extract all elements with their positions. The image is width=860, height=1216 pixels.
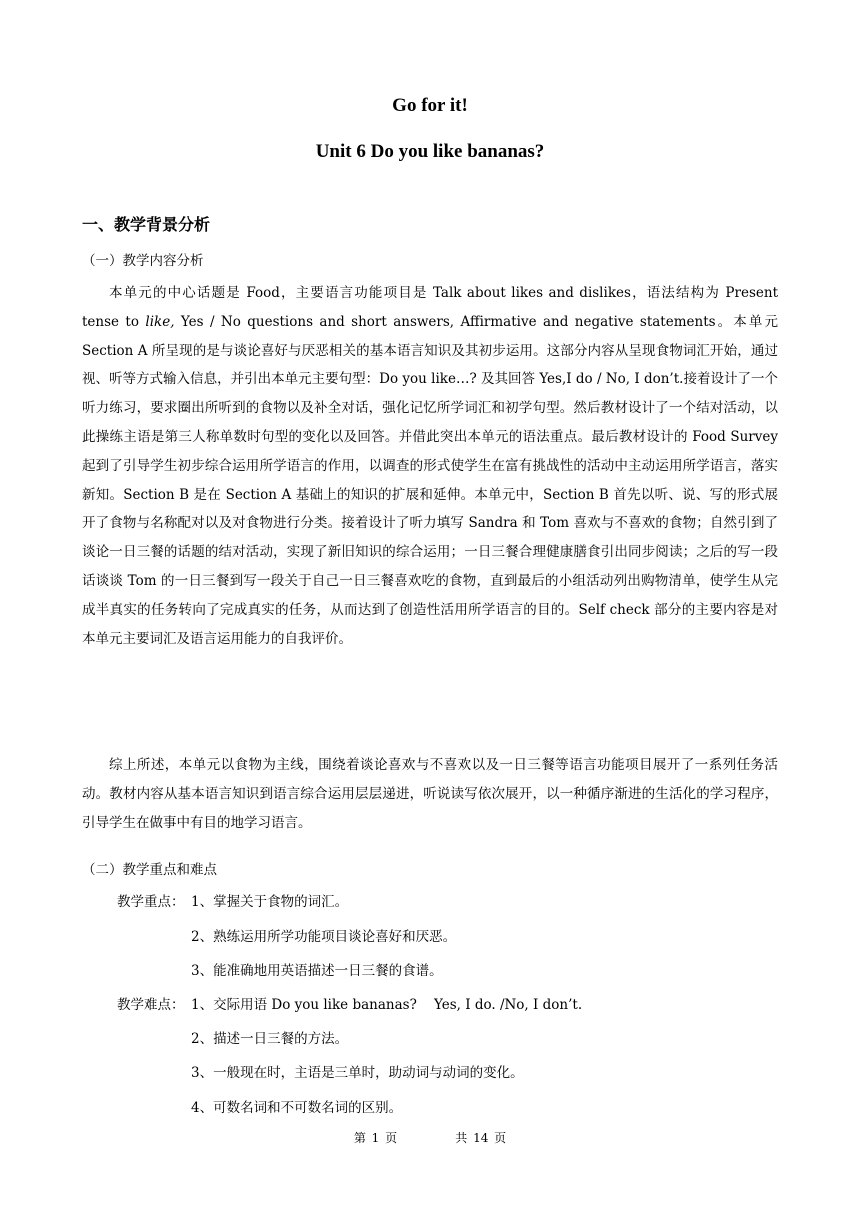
subsection-heading-key-points: （二）教学重点和难点 — [82, 862, 217, 878]
page-footer: 第 1 页 共 14 页 — [353, 1131, 507, 1145]
difficulty-label: 教学难点： — [117, 997, 185, 1013]
key-points-label: 教学重点： — [117, 894, 185, 910]
section-heading: 一、教学背景分析 — [82, 215, 211, 234]
difficulty-item: 2、描述一日三餐的方法。 — [191, 1031, 349, 1047]
key-point-item: 3、能准确地用英语描述一日三餐的食谱。 — [191, 963, 443, 979]
unit-title: Unit 6 Do you like bananas? — [315, 141, 545, 162]
paragraph-text-b: Yes / No questions and short answers, Affirmative and negative statements。本单元 Section A 所呈现的是与谈论喜好与厌恶相关的基本语言知识及其初步运用。这部分内容从呈现食物词汇开始，通过视、听等方式输入信息，并引出本单元主要句型：Do you like…? 及其回答 Yes,I do / No, I don’t.接着设计了一个听力练习，要求圈出所听到的食物以及补全对话，强化记忆所学词汇和初学句型。然后教材设计了一个结对活动，以此操练主语是第三人称单数时句型的变化以及回答。并借此突出本单元的语法重点。最后教材设计的 Food Survey 起到了引导学生初步综合运用所学语言的作用，以调查的形式使学生在富有挑战性的活动中主动运用所学语言，落实新知。Section B 是在 Section A 基础上的知识的扩展和延伸。本单元中，Section B 首先以听、说、写的形式展开了食物与名称配对以及对食物进行分类。接着设计了听力填写 Sandra 和 Tom 喜欢与不喜欢的食物；自然引到了谈论一日三餐的话题的结对活动，实现了新旧知识的综合运用；一日三餐合理健康膳食引出同步阅读；之后的写一段话谈谈 Tom 的一日三餐到写一段关于自己一日三餐喜欢吃的食物，直到最后的小组活动列出购物清单，使学生从完成半真实的任务转向了完成真实的任务，从而达到了创造性活用所学语言的目的。Self check 部分的主要内容是对本单元主要词汇及语言运用能力的自我评价。 — [82, 313, 778, 647]
subsection-heading-content: （一）教学内容分析 — [82, 253, 204, 269]
paragraph-text-a: 本单元的中心话题是 Food，主要语言功能项目是 Talk about likes and dislikes，语法结构为 Present tense to — [82, 285, 778, 330]
key-point-item: 2、熟练运用所学功能项目谈论喜好和厌恶。 — [191, 929, 457, 945]
paragraph-italic-like: like, — [145, 313, 175, 330]
difficulty-item: 1、交际用语 Do you like bananas? Yes, I do. /No, I don’t. — [191, 997, 583, 1013]
document-title: Go for it! — [392, 95, 468, 116]
summary-paragraph: 综上所述，本单元以食物为主线，围绕着谈论喜欢与不喜欢以及一日三餐等语言功能项目展开了一系列任务活动。教材内容从基本语言知识到语言综合运用层层递进，听说读写依次展开，以一种循序渐进的生活化的学习程序，引导学生在做事中有目的地学习语言。 — [82, 757, 778, 831]
difficulty-item: 4、可数名词和不可数名词的区别。 — [191, 1100, 403, 1116]
difficulty-item: 3、一般现在时，主语是三单时，助动词与动词的变化。 — [191, 1065, 524, 1081]
key-point-item: 1、掌握关于食物的词汇。 — [191, 894, 349, 910]
content-analysis-paragraph — [82, 279, 778, 653]
